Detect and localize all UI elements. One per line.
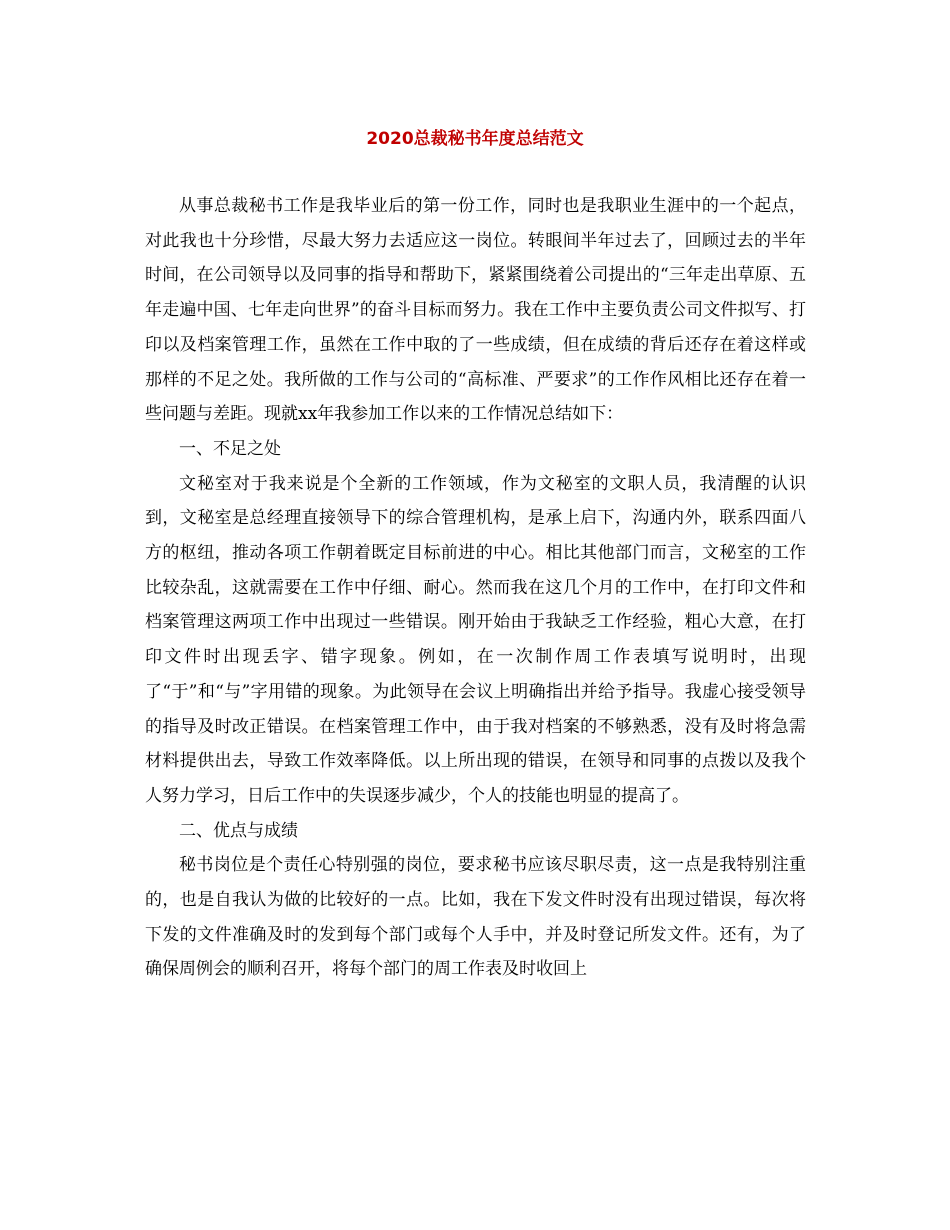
shortcomings-paragraph: 文秘室对于我来说是个全新的工作领域，作为文秘室的文职人员，我清醒的认识到，文秘室是总经理直接领导下的综合管理机构，是承上启下，沟通内外，联系四面八方的枢纽，推动各项工作朝着既定目标前进的中心。相比其他部门而言，文秘室的工作比较杂乱，这就需要在工作中仔细、耐心。然而我在这几个月的工作中，在打印文件和档案管理这两项工作中出现过一些错误。刚开始由于我缺乏工作经验，粗心大意，在打印文件时出现丢字、错字现象。例如，在一次制作周工作表填写说明时，出现了“于”和“与”字用错的现象。为此领导在会议上明确指出并给予指导。我虚心接受领导的指导及时改正错误。在档案管理工作中，由于我对档案的不够熟悉，没有及时将急需材料提供出去，导致工作效率降低。以上所出现的错误，在领导和同事的点拨以及我个人努力学习，日后工作中的失误逐步减少，个人的技能也明显的提高了。 (145, 473, 806, 806)
document-body (145, 189, 806, 987)
strengths-paragraph: 秘书岗位是个责任心特别强的岗位，要求秘书应该尽职尽责，这一点是我特别注重的，也是自我认为做的比较好的一点。比如，我在下发文件时没有出现过错误，每次将下发的文件准确及时的发到每个部门或每个人手中，并及时登记所发文件。还有，为了确保周例会的顺利召开，将每个部门的周工作表及时收回上 (145, 855, 806, 980)
section-heading-strengths: 二、优点与成绩 (179, 820, 298, 841)
section-heading-shortcomings: 一、不足之处 (179, 438, 281, 459)
document-title: 2020总裁秘书年度总结范文 (366, 129, 584, 149)
intro-paragraph: 从事总裁秘书工作是我毕业后的第一份工作，同时也是我职业生涯中的一个起点，对此我也十分珍惜，尽最大努力去适应这一岗位。转眼间半年过去了，回顾过去的半年时间，在公司领导以及同事的指导和帮助下，紧紧围绕着公司提出的“三年走出草原、五年走遍中国、七年走向世界”的奋斗目标而努力。我在工作中主要负责公司文件拟写、打印以及档案管理工作，虽然在工作中取的了一些成绩，但在成绩的背后还存在着这样或那样的不足之处。我所做的工作与公司的“高标准、严要求”的工作作风相比还存在着一些问题与差距。现就xx年我参加工作以来的工作情况总结如下： (145, 196, 806, 425)
